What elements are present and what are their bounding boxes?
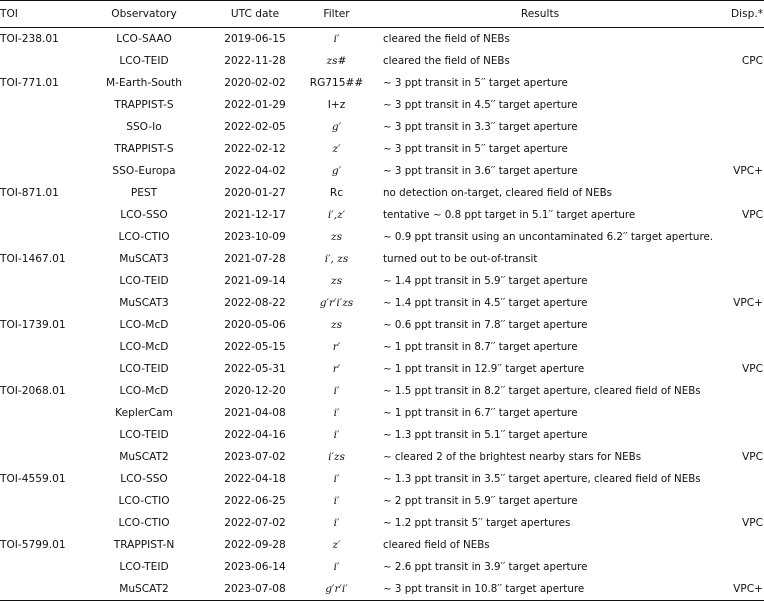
cell-filter: i′ xyxy=(333,516,340,529)
cell-date: 2022-08-22 xyxy=(224,296,286,309)
cell-disposition xyxy=(707,490,764,512)
cell-filter: i′ xyxy=(333,406,340,419)
cell-filter: i′ xyxy=(333,560,340,573)
cell-observatory: KeplerCam xyxy=(115,406,173,419)
cell-results: cleared field of NEBs xyxy=(383,538,490,551)
cell-toi xyxy=(0,358,78,380)
cell-results: ∼ 1 ppt transit in 12.9′′ target aperture xyxy=(383,362,585,375)
cell-observatory: LCO-McD xyxy=(119,384,169,397)
cell-disposition xyxy=(707,402,764,424)
cell-disposition xyxy=(707,226,764,248)
cell-date: 2020-01-27 xyxy=(224,186,286,199)
cell-filter: g′r′i′ xyxy=(300,578,373,601)
table-row xyxy=(0,138,764,160)
table-row xyxy=(0,358,764,380)
table-row xyxy=(0,28,764,51)
table-row xyxy=(0,336,764,358)
cell-filter: g′r′i′zs xyxy=(319,296,354,309)
cell-observatory: LCO-McD xyxy=(119,340,169,353)
cell-toi: TOI-1739.01 xyxy=(0,318,66,331)
cell-observatory: SSO-Europa xyxy=(112,164,176,177)
header-toi: TOI xyxy=(0,1,78,28)
cell-results: ∼ 1.4 ppt transit in 4.5′′ target aperture xyxy=(383,296,588,309)
cell-date: 2021-12-17 xyxy=(224,208,286,221)
table-row xyxy=(0,490,764,512)
cell-observatory: M-Earth-South xyxy=(106,76,182,89)
cell-toi xyxy=(0,226,78,248)
cell-results: ∼ 3 ppt transit in 10.8′′ target aperture xyxy=(373,578,707,601)
cell-date: 2022-01-29 xyxy=(224,98,286,111)
cell-disposition xyxy=(707,116,764,138)
header-date: UTC date xyxy=(210,1,300,28)
cell-observatory: MuSCAT2 xyxy=(78,578,210,601)
cell-toi: TOI-1467.01 xyxy=(0,252,66,265)
cell-observatory: LCO-TEID xyxy=(119,560,169,573)
cell-date: 2022-02-05 xyxy=(224,120,286,133)
cell-observatory: LCO-TEID xyxy=(119,362,169,375)
cell-disposition xyxy=(707,314,764,336)
table-row xyxy=(0,116,764,138)
cell-date: 2020-05-06 xyxy=(224,318,286,331)
cell-filter: i′ xyxy=(333,384,340,397)
cell-observatory: TRAPPIST-S xyxy=(114,98,174,111)
cell-results: ∼ 1 ppt transit in 8.7′′ target aperture xyxy=(383,340,578,353)
cell-toi xyxy=(0,336,78,358)
table-header xyxy=(0,1,764,28)
cell-results: ∼ 3 ppt transit in 3.3′′ target aperture xyxy=(383,120,578,133)
cell-toi xyxy=(0,138,78,160)
cell-date: 2022-06-25 xyxy=(224,494,286,507)
cell-date: 2022-05-31 xyxy=(224,362,286,375)
cell-toi xyxy=(0,512,78,534)
cell-toi: TOI-4559.01 xyxy=(0,472,66,485)
header-row xyxy=(0,1,764,28)
cell-disposition: VPC xyxy=(741,516,763,529)
cell-results: cleared the field of NEBs xyxy=(383,54,510,67)
cell-filter: zs xyxy=(330,230,343,243)
cell-observatory: MuSCAT3 xyxy=(119,252,169,265)
cell-results: ∼ 1.3 ppt transit in 5.1′′ target aperture xyxy=(383,428,588,441)
cell-results: ∼ cleared 2 of the brightest nearby stars for NEBs xyxy=(383,450,642,463)
cell-date: 2020-02-02 xyxy=(224,76,286,89)
cell-results: ∼ 1.5 ppt transit in 8.2′′ target aperture, cleared field of NEBs xyxy=(383,384,701,397)
cell-filter: i′ xyxy=(333,428,340,441)
cell-filter: i′ xyxy=(333,494,340,507)
cell-toi xyxy=(0,556,78,578)
table-row xyxy=(0,292,764,314)
cell-toi xyxy=(0,116,78,138)
cell-date: 2022-09-28 xyxy=(224,538,286,551)
cell-results: ∼ 3 ppt transit in 3.6′′ target aperture xyxy=(383,164,578,177)
cell-filter: i′zs xyxy=(328,450,345,463)
cell-disposition xyxy=(707,534,764,556)
table-row xyxy=(0,72,764,94)
cell-toi xyxy=(0,160,78,182)
header-disposition: Disp.* xyxy=(707,1,764,28)
cell-filter: r′ xyxy=(332,362,341,375)
cell-toi: TOI-238.01 xyxy=(0,32,59,45)
table-row xyxy=(0,314,764,336)
table-row xyxy=(0,512,764,534)
cell-date: 2022-07-02 xyxy=(224,516,286,529)
cell-disposition: CPC xyxy=(741,54,763,67)
table-row xyxy=(0,534,764,556)
cell-results: ∼ 1.3 ppt transit in 3.5′′ target aperture, cleared field of NEBs xyxy=(383,472,701,485)
cell-date: 2023-10-09 xyxy=(224,230,286,243)
cell-disposition xyxy=(707,424,764,446)
cell-observatory: LCO-SSO xyxy=(120,472,168,485)
cell-observatory: LCO-CTIO xyxy=(118,494,170,507)
cell-observatory: LCO-TEID xyxy=(119,274,169,287)
table-row xyxy=(0,556,764,578)
table-row xyxy=(0,204,764,226)
cell-results: ∼ 3 ppt transit in 5′′ target aperture xyxy=(383,76,568,89)
cell-filter: zs# xyxy=(326,54,347,67)
cell-results: ∼ 2.6 ppt transit in 3.9′′ target aperture xyxy=(383,560,588,573)
cell-disposition: VPC+ xyxy=(733,296,763,309)
cell-date: 2022-05-15 xyxy=(224,340,286,353)
table-body xyxy=(0,28,764,601)
cell-toi xyxy=(0,50,78,72)
table-row xyxy=(0,182,764,204)
cell-results: tentative ∼ 0.8 ppt target in 5.1′′ target aperture xyxy=(383,208,636,221)
cell-disposition: VPC+ xyxy=(733,164,763,177)
cell-results: turned out to be out-of-transit xyxy=(383,252,538,265)
cell-date: 2021-04-08 xyxy=(224,406,286,419)
cell-disposition xyxy=(707,94,764,116)
cell-observatory: LCO-TEID xyxy=(119,54,169,67)
cell-observatory: LCO-SSO xyxy=(120,208,168,221)
header-results: Results xyxy=(373,1,707,28)
cell-disposition xyxy=(707,270,764,292)
table-row xyxy=(0,160,764,182)
cell-disposition xyxy=(707,138,764,160)
table-row xyxy=(0,248,764,270)
cell-disposition xyxy=(707,380,764,402)
cell-toi xyxy=(0,270,78,292)
cell-toi xyxy=(0,578,78,601)
table-row xyxy=(0,578,764,601)
table-row xyxy=(0,468,764,490)
cell-observatory: LCO-SAAO xyxy=(116,32,172,45)
cell-date: 2022-11-28 xyxy=(224,54,286,67)
cell-filter: r′ xyxy=(332,340,341,353)
cell-observatory: TRAPPIST-N xyxy=(113,538,175,551)
cell-filter: RG715## xyxy=(309,76,364,89)
table-row xyxy=(0,446,764,468)
cell-toi xyxy=(0,292,78,314)
cell-filter: z′ xyxy=(332,142,341,155)
cell-observatory: PEST xyxy=(130,186,158,199)
cell-observatory: LCO-McD xyxy=(119,318,169,331)
cell-filter: zs xyxy=(330,274,343,287)
header-observatory: Observatory xyxy=(78,1,210,28)
cell-disposition xyxy=(707,468,764,490)
cell-date: 2022-02-12 xyxy=(224,142,286,155)
table-row xyxy=(0,270,764,292)
cell-filter: i′,z′ xyxy=(327,208,346,221)
cell-disposition xyxy=(707,556,764,578)
table-row xyxy=(0,380,764,402)
cell-toi: TOI-5799.01 xyxy=(0,538,66,551)
cell-results: ∼ 1.2 ppt transit 5′′ target apertures xyxy=(383,516,571,529)
cell-filter: g′ xyxy=(331,120,342,133)
cell-toi: TOI-2068.01 xyxy=(0,384,66,397)
cell-filter: g′ xyxy=(331,164,342,177)
cell-disposition: VPC xyxy=(741,208,763,221)
cell-date: 2022-04-18 xyxy=(224,472,286,485)
cell-toi xyxy=(0,402,78,424)
cell-filter: z′ xyxy=(332,538,341,551)
cell-results: ∼ 1.4 ppt transit in 5.9′′ target aperture xyxy=(383,274,588,287)
cell-disposition xyxy=(707,182,764,204)
cell-disposition xyxy=(707,248,764,270)
cell-date: 2019-06-15 xyxy=(224,32,286,45)
header-filter: Filter xyxy=(300,1,373,28)
cell-date: 2021-07-28 xyxy=(224,252,286,265)
cell-observatory: LCO-CTIO xyxy=(118,230,170,243)
cell-filter: i′ xyxy=(333,32,340,45)
cell-date: 2023-06-14 xyxy=(224,560,286,573)
table-row xyxy=(0,50,764,72)
cell-disposition xyxy=(707,72,764,94)
cell-disposition: VPC+ xyxy=(707,578,764,601)
cell-toi: TOI-871.01 xyxy=(0,186,59,199)
cell-filter: I+z xyxy=(327,98,346,111)
cell-observatory: LCO-CTIO xyxy=(118,516,170,529)
cell-filter: Rc xyxy=(329,186,344,199)
cell-disposition xyxy=(707,28,764,51)
cell-results: ∼ 3 ppt transit in 4.5′′ target aperture xyxy=(383,98,578,111)
cell-results: no detection on-target, cleared field of NEBs xyxy=(383,186,613,199)
table-row xyxy=(0,402,764,424)
cell-results: ∼ 1 ppt transit in 6.7′′ target aperture xyxy=(383,406,578,419)
cell-toi xyxy=(0,94,78,116)
cell-results: cleared the field of NEBs xyxy=(383,32,510,45)
cell-toi: TOI-771.01 xyxy=(0,76,59,89)
table-row xyxy=(0,226,764,248)
cell-date: 2021-09-14 xyxy=(224,274,286,287)
cell-toi xyxy=(0,204,78,226)
cell-observatory: MuSCAT2 xyxy=(119,450,169,463)
cell-filter: i′ xyxy=(333,472,340,485)
cell-toi xyxy=(0,490,78,512)
cell-results: ∼ 3 ppt transit in 5′′ target aperture xyxy=(383,142,568,155)
cell-filter: i′, zs xyxy=(324,252,349,265)
cell-toi xyxy=(0,446,78,468)
cell-results: ∼ 2 ppt transit in 5.9′′ target aperture xyxy=(383,494,578,507)
cell-toi xyxy=(0,424,78,446)
cell-disposition: VPC xyxy=(741,362,763,375)
cell-observatory: SSO-Io xyxy=(126,120,162,133)
cell-filter: zs xyxy=(330,318,343,331)
cell-date: 2020-12-20 xyxy=(224,384,286,397)
cell-date: 2023-07-08 xyxy=(210,578,300,601)
cell-observatory: TRAPPIST-S xyxy=(114,142,174,155)
cell-date: 2022-04-02 xyxy=(224,164,286,177)
cell-results: ∼ 0.9 ppt transit using an uncontaminated 6.2′′ target aperture. xyxy=(383,230,714,243)
table-row xyxy=(0,424,764,446)
cell-observatory: LCO-TEID xyxy=(119,428,169,441)
cell-disposition: VPC xyxy=(741,450,763,463)
cell-date: 2022-04-16 xyxy=(224,428,286,441)
cell-disposition xyxy=(707,336,764,358)
cell-observatory: MuSCAT3 xyxy=(119,296,169,309)
table-row xyxy=(0,94,764,116)
cell-date: 2023-07-02 xyxy=(224,450,286,463)
cell-results: ∼ 0.6 ppt transit in 7.8′′ target aperture xyxy=(383,318,588,331)
